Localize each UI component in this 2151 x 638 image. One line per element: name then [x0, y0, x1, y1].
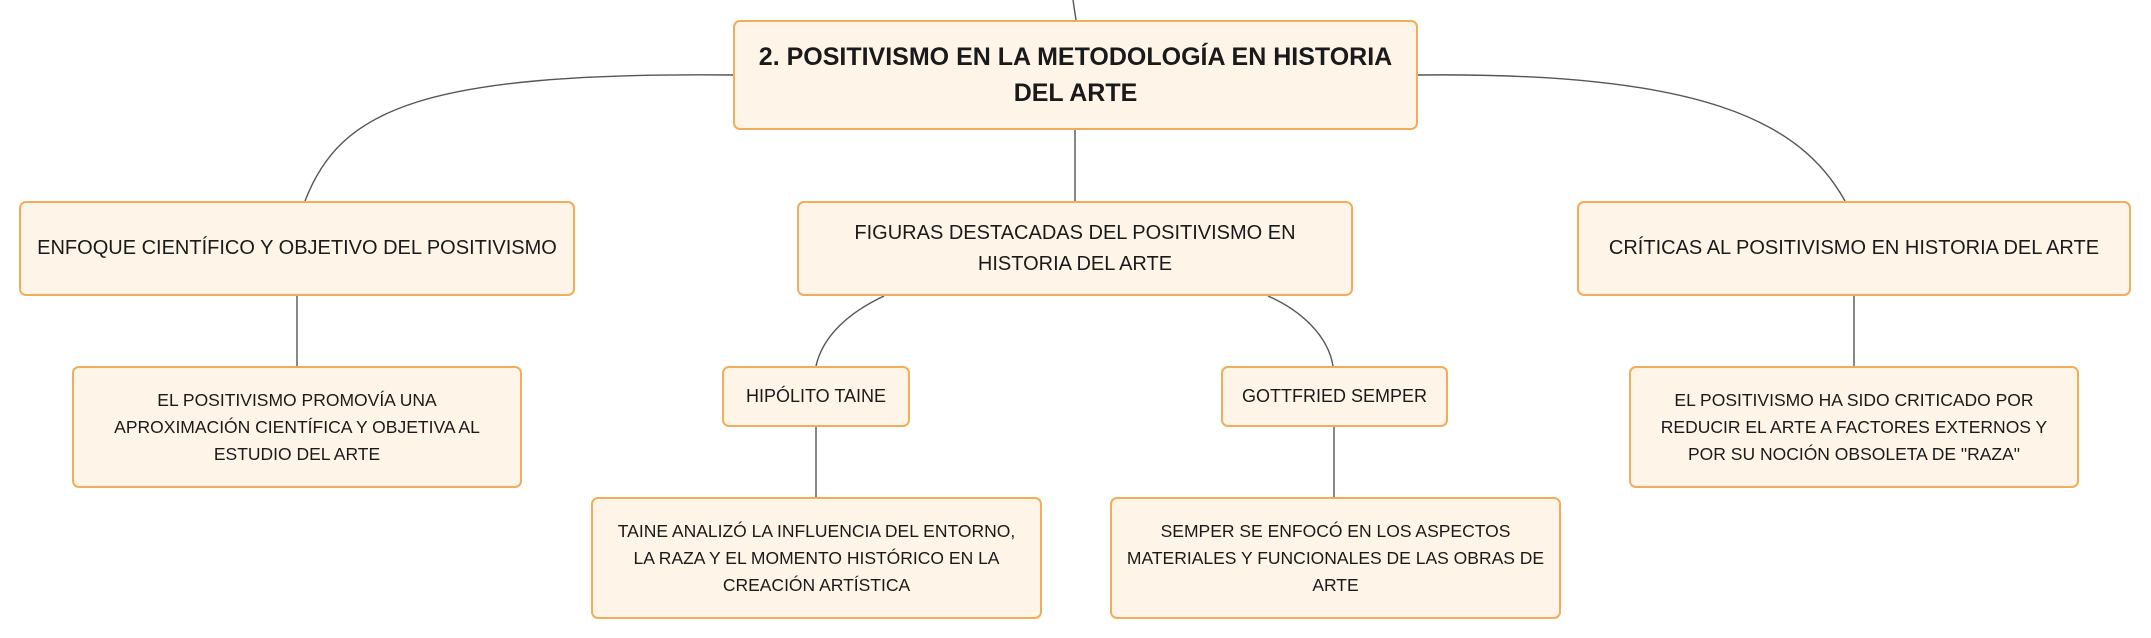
- node-enfoque-detail-label: EL POSITIVISMO PROMOVÍA UNA APROXIMACIÓN CIENTÍFICA Y OBJETIVA AL ESTUDIO DEL ARTE: [114, 389, 480, 464]
- node-criticas-detail-label: EL POSITIVISMO HA SIDO CRITICADO POR REDUCIR EL ARTE A FACTORES EXTERNOS Y POR SU NOCIÓN OBSOLETA DE "RAZA": [1660, 389, 2048, 464]
- node-taine-detail-label: TAINE ANALIZÓ LA INFLUENCIA DEL ENTORNO, LA RAZA Y EL MOMENTO HISTÓRICO EN LA CREACIÓN ARTÍSTICA: [617, 520, 1016, 595]
- root-node-label: 2. POSITIVISMO EN LA METODOLOGÍA EN HISTORIA DEL ARTE: [758, 43, 1393, 107]
- node-criticas-detail[interactable]: [1629, 366, 2079, 488]
- connector-parent-to-root: [1073, 0, 1076, 20]
- node-gottfried-semper-label: GOTTFRIED SEMPER: [1241, 386, 1427, 406]
- node-figuras-destacadas-label: FIGURAS DESTACADAS DEL POSITIVISMO EN HISTORIA DEL ARTE: [854, 221, 1296, 275]
- node-enfoque-cientifico[interactable]: [19, 201, 575, 296]
- node-gottfried-semper[interactable]: [1221, 366, 1448, 427]
- node-semper-detail-label: SEMPER SE ENFOCÓ EN LOS ASPECTOS MATERIALES Y FUNCIONALES DE LAS OBRAS DE ARTE: [1126, 520, 1545, 595]
- connector-root-to-enfoque: [305, 75, 733, 201]
- node-taine-detail[interactable]: [591, 497, 1042, 619]
- node-semper-detail[interactable]: [1110, 497, 1561, 619]
- node-criticas-label: CRÍTICAS AL POSITIVISMO EN HISTORIA DEL ARTE: [1608, 237, 2100, 259]
- node-enfoque-detail[interactable]: [72, 366, 522, 488]
- connector-root-to-criticas: [1418, 75, 1845, 201]
- node-hipolito-taine-label: HIPÓLITO TAINE: [745, 386, 887, 406]
- node-enfoque-cientifico-label: ENFOQUE CIENTÍFICO Y OBJETIVO DEL POSITIVISMO: [37, 237, 557, 259]
- node-criticas[interactable]: [1577, 201, 2131, 296]
- connector-figuras-to-taine: [816, 296, 884, 366]
- node-hipolito-taine[interactable]: [722, 366, 910, 427]
- node-figuras-destacadas[interactable]: [797, 201, 1353, 296]
- root-node[interactable]: [733, 20, 1418, 130]
- connector-figuras-to-semper: [1268, 296, 1333, 366]
